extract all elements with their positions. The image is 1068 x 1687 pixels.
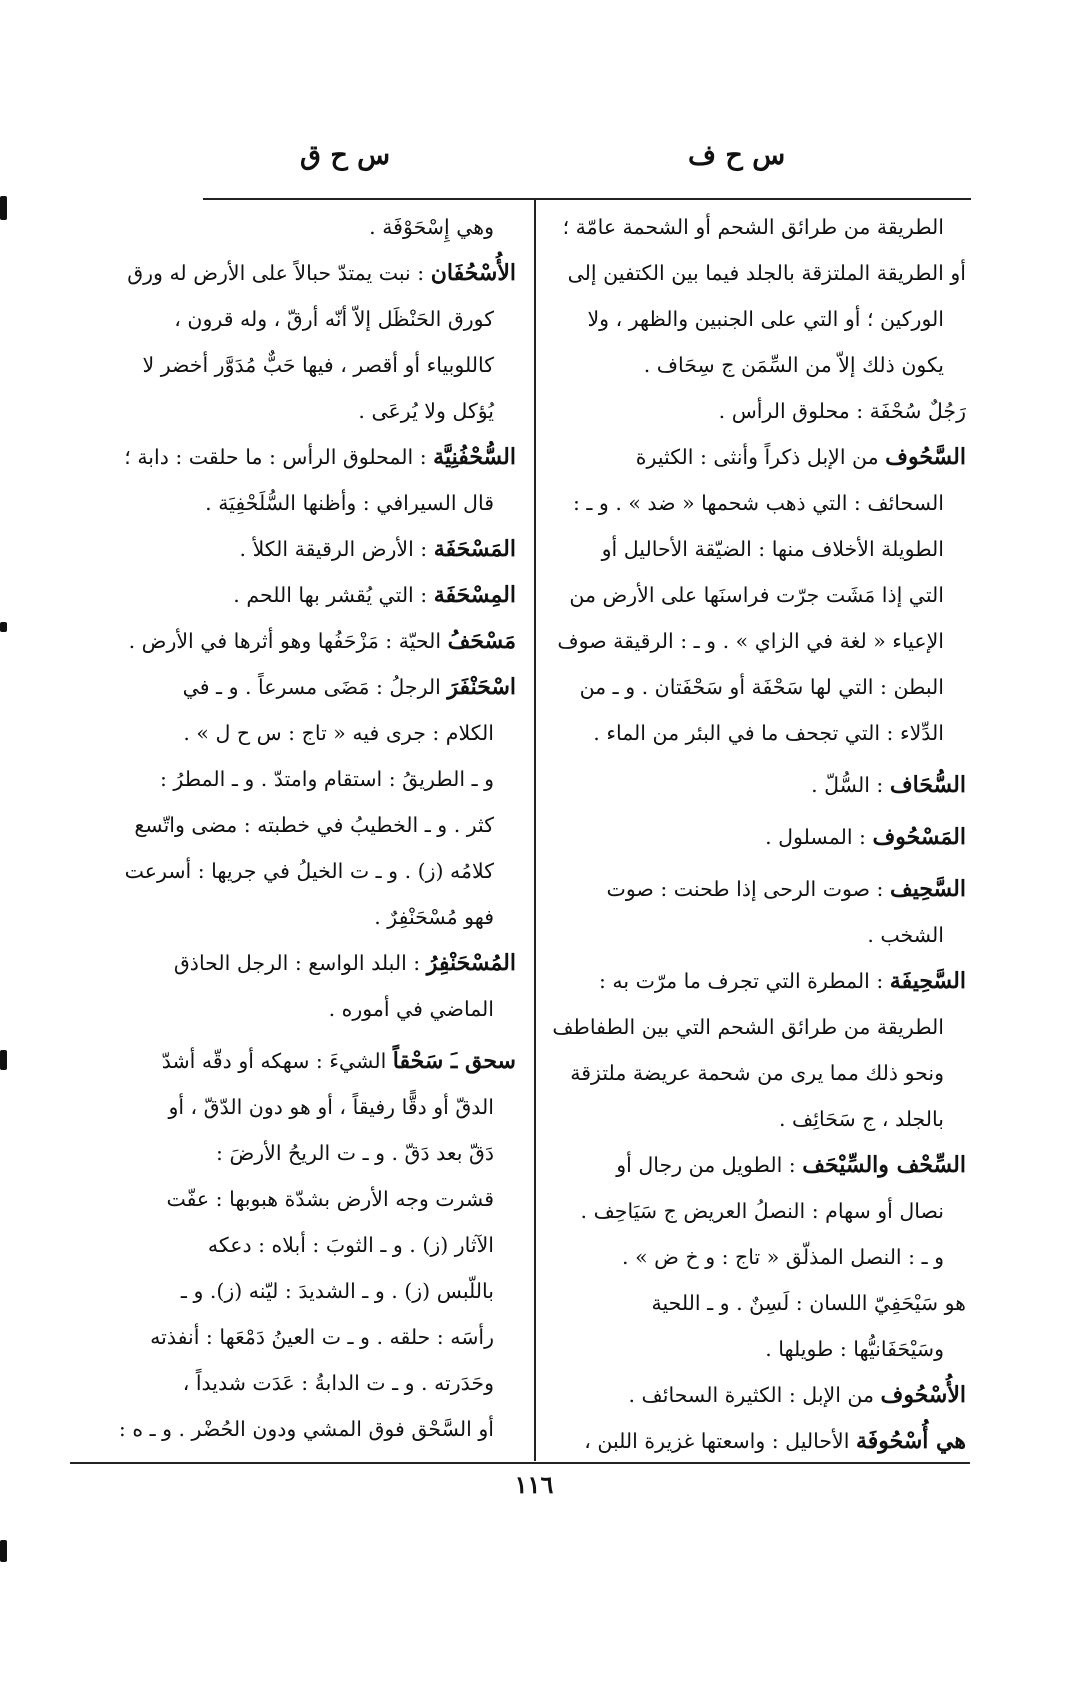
definition-text: الماضي في أموره . <box>328 997 494 1021</box>
headword: مَسْحَفُ <box>447 628 516 654</box>
text-line <box>538 1234 966 1280</box>
definition-text: فهو مُسْحَنْفِرٌ . <box>374 905 494 929</box>
definition-text: وهي إِسْحَوْفَة . <box>369 215 494 239</box>
headword: السِّحْف والسِّيْحَف <box>802 1152 966 1178</box>
text-line <box>538 1188 966 1234</box>
definition-text: البطن : التي لها سَحْفَة أو سَحْفَتان . و ـ من <box>579 675 944 699</box>
text-line <box>78 388 516 434</box>
headword: السَّحِيف <box>889 876 966 902</box>
text-line <box>538 1096 966 1142</box>
definition-text: ونحو ذلك مما يرى من شحمة عريضة ملتزقة <box>570 1061 944 1085</box>
definition-text: الرجلُ : مَضَى مسرعاً . و ـ في <box>182 675 448 699</box>
text-line <box>78 848 516 894</box>
entry-line <box>538 762 966 808</box>
definition-text: الأحاليل : واسعتها غزيرة اللبن ، <box>584 1429 856 1453</box>
definition-text: الوركين ؛ أو التي على الجنبين والظهر ، ولا <box>587 307 944 331</box>
right-column <box>538 204 966 1464</box>
scan-mark <box>0 196 7 220</box>
definition-text: الحيّة : مَزْحَفُها وهو أثرها في الأرض . <box>128 629 448 653</box>
text-line <box>78 802 516 848</box>
definition-text: التي إذا مَشَت جرّت فراسنَها على الأرض من <box>569 583 944 607</box>
definition-text: : المحلوق الرأس : ما حلقت : دابة ؛ <box>124 445 434 469</box>
definition-text: : التي يُقشر بها اللحم . <box>233 583 434 607</box>
entry-line <box>538 1418 966 1464</box>
entry-line <box>538 866 966 912</box>
entry-line <box>538 1372 966 1418</box>
definition-text: أو الطريقة الملتزقة بالجلد فيما بين الكتفين إلى <box>567 261 966 285</box>
definition-text: بالجلد ، ج سَحَائِف . <box>779 1107 944 1131</box>
text-line <box>78 1314 516 1360</box>
text-line <box>538 250 966 296</box>
headword: المَسْحَفَة <box>433 536 516 562</box>
definition-text: رأسَه : حلقه . و ـ ت العينُ دَمْعَها : أنفذته <box>150 1325 494 1349</box>
definition-text: الطويلة الأخلاف منها : الضيّقة الأحاليل أو <box>601 537 944 561</box>
entry-line <box>538 958 966 1004</box>
text-line <box>538 1326 966 1372</box>
definition-text: و ـ الطريقُ : استقام وامتدّ . و ـ المطرُ : <box>160 767 494 791</box>
definition-text: الإعياء « لغة في الزاي » . و ـ : الرقيقة صوف <box>557 629 944 653</box>
definition-text: : نبت يمتدّ حبالاً على الأرض له ورق <box>127 261 431 285</box>
text-line <box>538 1004 966 1050</box>
definition-text: دَقّ بعد دَقّ . و ـ ت الريحُ الأرضَ : <box>216 1141 494 1165</box>
left-column <box>78 204 516 1452</box>
entry-line <box>78 664 516 710</box>
text-line <box>538 572 966 618</box>
definition-text: : الطويل من رجال أو <box>616 1153 803 1177</box>
definition-text: السحائف : التي ذهب شحمها « ضد » . و ـ : <box>572 491 944 515</box>
text-line <box>78 204 516 250</box>
text-line <box>538 618 966 664</box>
definition-text: الطريقة من طرائق الشحم أو الشحمة عامّة ؛ <box>562 215 944 239</box>
entry-line <box>538 1142 966 1188</box>
headword: السُّحَاف <box>889 772 966 798</box>
headword: السُّحْفُنِيَّة <box>433 444 516 470</box>
text-line <box>538 388 966 434</box>
headword: السَّحِيفَة <box>889 968 966 994</box>
text-line <box>78 1222 516 1268</box>
definition-text: كلامُه (ز) . و ـ ت الخيلُ في جريها : أسرعت <box>124 859 494 883</box>
definition-text: الشيءَ : سهكه أو دقّه أشدّ <box>161 1049 393 1073</box>
definition-text: وحَدَرته . و ـ ت الدابةُ : عَدَت شديداً ، <box>182 1371 494 1395</box>
text-line <box>78 342 516 388</box>
text-line <box>538 1050 966 1096</box>
headword: الأُسْحُفَان <box>430 260 516 286</box>
definition-text: يكون ذلك إلاّ من السِّمَن ج سِحَاف . <box>643 353 944 377</box>
entry-line <box>78 572 516 618</box>
definition-text: : المطرة التي تجرف ما مرّت به : <box>598 969 890 993</box>
definition-text: الكلام : جرى فيه « تاج : س ح ل » . <box>183 721 494 745</box>
text-line <box>538 342 966 388</box>
headword: المُسْحَنْفِرُ <box>426 950 516 976</box>
text-line <box>538 710 966 756</box>
header-root-right: س ح ف <box>688 140 786 171</box>
text-line <box>538 296 966 342</box>
definition-text: الآثار (ز) . و ـ الثوبَ : أبلاه : دعكه <box>207 1233 494 1257</box>
definition-text: أو السَّحْق فوق المشي ودون الحُضْر . و ـ ه : <box>118 1417 494 1441</box>
definition-text: الطريقة من طرائق الشحم التي بين الطفاطف <box>552 1015 944 1039</box>
definition-text: الدِّلاء : التي تجحف ما في البئر من الماء . <box>593 721 944 745</box>
text-line <box>78 296 516 342</box>
scan-mark <box>0 1050 7 1070</box>
header-root-left: س ح ق <box>300 140 391 171</box>
entry-line <box>538 814 966 860</box>
headword: سحق ـَ سَحْقاً <box>392 1048 516 1074</box>
text-line <box>538 526 966 572</box>
text-line <box>78 1406 516 1452</box>
text-line <box>78 1176 516 1222</box>
text-line <box>78 1360 516 1406</box>
definition-text: رَجُلٌ سُحْفَة : محلوق الرأس . <box>718 399 966 423</box>
definition-text: كورق الحَنْظَل إلاّ أنّه أرقّ ، وله قرون ، <box>174 307 494 331</box>
text-line <box>538 204 966 250</box>
definition-text: : المسلول . <box>765 825 873 849</box>
definition-text: هو سَيْحَفِيّ اللسان : لَسِنٌ . و ـ اللحية <box>651 1291 966 1315</box>
entry-line <box>78 526 516 572</box>
definition-text: : الأرض الرقيقة الكلأ . <box>239 537 434 561</box>
text-line <box>538 480 966 526</box>
text-line <box>78 756 516 802</box>
entry-line <box>78 940 516 986</box>
text-line <box>538 664 966 710</box>
headword: الأُسْحُوف <box>880 1382 966 1408</box>
entry-line <box>78 618 516 664</box>
definition-text: كثر . و ـ الخطيبُ في خطبته : مضى واتّسع <box>134 813 494 837</box>
definition-text: الشخب . <box>867 923 944 947</box>
entry-line <box>78 1038 516 1084</box>
definition-text: : البلد الواسع : الرجل الحاذق <box>173 951 427 975</box>
text-line <box>78 894 516 940</box>
definition-text: يُؤكل ولا يُرعَى . <box>358 399 494 423</box>
column-divider <box>534 199 536 1461</box>
header-rule <box>203 198 971 200</box>
text-line <box>78 1268 516 1314</box>
headword: المَسْحُوف <box>872 824 966 850</box>
entry-line <box>78 250 516 296</box>
text-line <box>78 1130 516 1176</box>
definition-text: الدقّ أو دقًّا رفيقاً ، أو هو دون الدّقّ ، أو <box>168 1095 494 1119</box>
definition-text: وسَيْحَفَانيُّها : طويلها . <box>765 1337 944 1361</box>
definition-text: و ـ : النصل المذلّق « تاج : و خ ض » . <box>622 1245 944 1269</box>
definition-text: : السُّلّ . <box>811 773 890 797</box>
text-line <box>538 1280 966 1326</box>
headword: المِسْحَفَة <box>433 582 516 608</box>
text-line <box>78 986 516 1032</box>
definition-text: قشرت وجه الأرض بشدّة هبوبها : عفّت <box>166 1187 494 1211</box>
text-line <box>538 912 966 958</box>
text-line <box>78 710 516 756</box>
headword: هي أُسْحُوفَة <box>855 1428 966 1454</box>
definition-text: باللّبس (ز) . و ـ الشديدَ : ليّنه (ز). و ـ <box>180 1279 494 1303</box>
definition-text: من الإبل : الكثيرة السحائف . <box>628 1383 881 1407</box>
definition-text: من الإبل ذكراً وأنثى : الكثيرة <box>635 445 886 469</box>
entry-line <box>78 434 516 480</box>
text-line <box>78 480 516 526</box>
scan-mark <box>0 1540 7 1562</box>
entry-line <box>538 434 966 480</box>
page-number: ١١٦ <box>514 1470 554 1499</box>
text-line <box>78 1084 516 1130</box>
scan-mark <box>0 622 7 632</box>
headword: السَّحُوف <box>885 444 966 470</box>
headword: اسْحَنْفَرَ <box>447 674 516 700</box>
definition-text: نصال أو سهام : النصلُ العريض ج سَيَاحِف . <box>580 1199 944 1223</box>
definition-text: : صوت الرحى إذا طحنت : صوت <box>606 877 890 901</box>
definition-text: كاللوبياء أو أقصر ، فيها حَبٌّ مُدَوَّر أخضر لا <box>142 353 494 377</box>
definition-text: قال السيرافي : وأظنها السُّلَحْفِيَة . <box>205 491 494 515</box>
